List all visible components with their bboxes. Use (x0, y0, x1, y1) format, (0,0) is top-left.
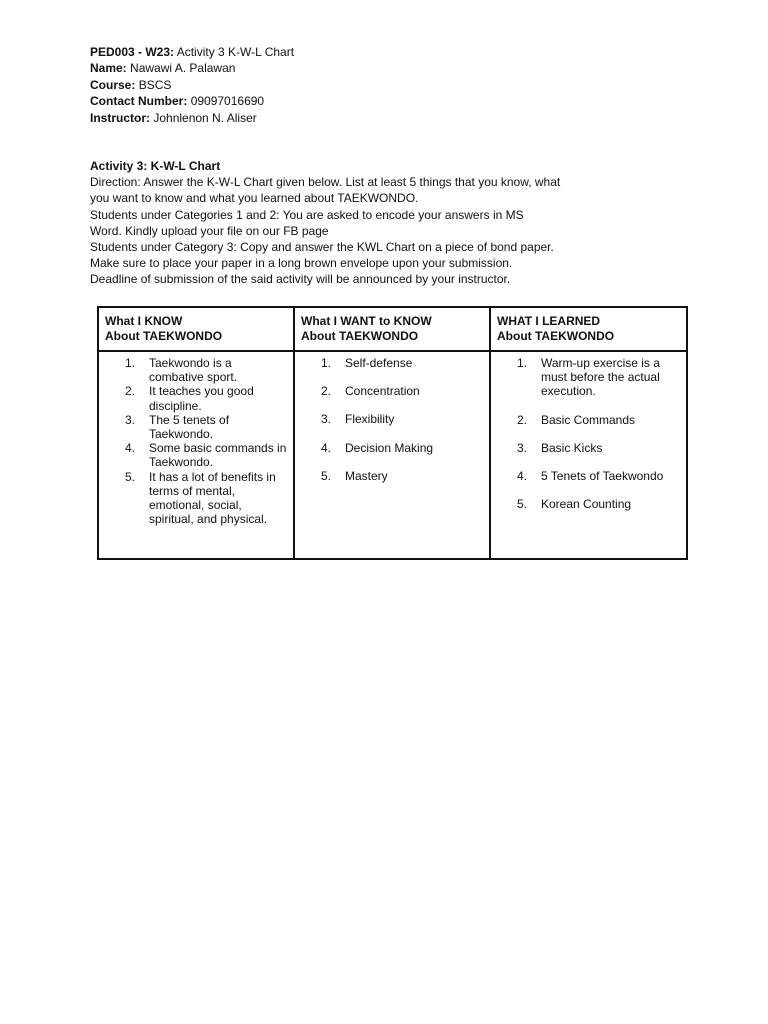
list-item (301, 469, 483, 483)
item-text: The 5 tenets of Taekwondo. (149, 412, 230, 442)
document-header (90, 44, 294, 126)
item-number: 3. (125, 412, 136, 427)
item-text: Basic Commands (541, 412, 636, 427)
item-number: 5. (125, 469, 136, 484)
item-text: Mastery (345, 468, 388, 483)
item-number: 4. (125, 441, 136, 456)
course-code-value: Activity 3 K-W-L Chart (176, 45, 295, 59)
instruction-line: Students under Category 3: Copy and answer the KWL Chart on a piece of bond paper. (90, 240, 554, 255)
item-text: Concentration (345, 384, 420, 399)
item-text: Decision Making (345, 440, 434, 455)
header-line: WHAT I LEARNED (497, 314, 601, 328)
item-number: 1. (321, 356, 332, 370)
instruction-line: Students under Categories 1 and 2: You are asked to encode your answers in MS (90, 207, 524, 222)
list-item (301, 412, 483, 426)
table-row (98, 351, 687, 559)
item-number: 2. (125, 384, 136, 399)
course-code-line (90, 44, 294, 60)
learned-list (497, 356, 680, 511)
table-header-row (98, 307, 687, 351)
item-number: 3. (517, 440, 528, 455)
list-item (105, 356, 287, 384)
course-code-label: PED003 - W23: (90, 45, 175, 59)
item-number: 5. (517, 497, 528, 512)
header-line: About TAEKWONDO (497, 328, 615, 343)
list-item (497, 497, 680, 511)
list-item (497, 469, 680, 483)
item-text: Self-defense (345, 356, 413, 370)
list-item (497, 441, 680, 455)
column-header-know (98, 307, 294, 351)
list-item (105, 384, 287, 412)
item-number: 2. (321, 384, 332, 399)
item-text: It has a lot of benefits in terms of mental, emotional, social, spiritual, and physical. (149, 469, 276, 527)
item-text: Some basic commands in Taekwondo. (149, 441, 287, 470)
list-item (497, 356, 680, 399)
instruction-line: Word. Kindly upload your file on our FB page (90, 223, 329, 238)
column-header-learned (490, 307, 687, 351)
item-number: 4. (321, 440, 332, 455)
header-line: What I WANT to KNOW (301, 314, 432, 328)
know-list (105, 356, 287, 526)
instruction-line: Make sure to place your paper in a long brown envelope upon your submission. (90, 256, 513, 271)
instructor-value: Johnlenon N. Aliser (153, 110, 257, 125)
instruction-line: you want to know and what you learned about TAEKWONDO. (90, 191, 419, 206)
want-to-know-cell (294, 351, 490, 559)
item-text: It teaches you good discipline. (149, 384, 254, 413)
list-item (497, 413, 680, 427)
know-cell (98, 351, 294, 559)
column-header-want-to-know (294, 307, 490, 351)
contact-label: Contact Number: (90, 94, 188, 109)
item-number: 5. (321, 468, 332, 483)
list-item (301, 384, 483, 398)
item-number: 1. (517, 356, 528, 370)
item-number: 4. (517, 469, 528, 484)
list-item (301, 441, 483, 455)
course-line (90, 77, 294, 93)
list-item (105, 441, 287, 469)
item-text: Taekwondo is a combative sport. (149, 356, 238, 385)
instructor-label: Instructor: (90, 110, 150, 125)
course-value: BSCS (138, 77, 172, 92)
item-text: Korean Counting (541, 497, 632, 512)
activity-title: Activity 3: K-W-L Chart (90, 159, 221, 173)
name-value: Nawawi A. Palawan (130, 61, 236, 76)
contact-line (90, 93, 294, 109)
instructor-line (90, 110, 294, 126)
course-label: Course: (90, 77, 136, 92)
item-text: Warm-up exercise is a must before the actual execution. (541, 356, 660, 399)
item-number: 3. (321, 412, 332, 427)
want-to-know-list (301, 356, 483, 483)
item-text: Flexibility (345, 412, 395, 427)
header-line: What I KNOW (105, 314, 183, 328)
name-label: Name: (90, 61, 127, 76)
item-number: 1. (125, 356, 136, 370)
item-text: Basic Kicks (541, 440, 603, 455)
instruction-line: Direction: Answer the K-W-L Chart given below. List at least 5 things that you know, what (90, 175, 561, 190)
kwl-chart-table (97, 306, 688, 560)
item-text: 5 Tenets of Taekwondo (541, 469, 664, 484)
list-item (105, 470, 287, 527)
item-number: 2. (517, 412, 528, 427)
contact-value: 09097016690 (190, 94, 265, 109)
header-line: About TAEKWONDO (105, 328, 223, 343)
header-line: About TAEKWONDO (301, 328, 419, 343)
list-item (105, 413, 287, 441)
activity-instructions (90, 158, 690, 288)
instruction-line: Deadline of submission of the said activity will be announced by your instructor. (90, 272, 511, 287)
learned-cell (490, 351, 687, 559)
list-item (301, 356, 483, 370)
student-name-line (90, 60, 294, 76)
